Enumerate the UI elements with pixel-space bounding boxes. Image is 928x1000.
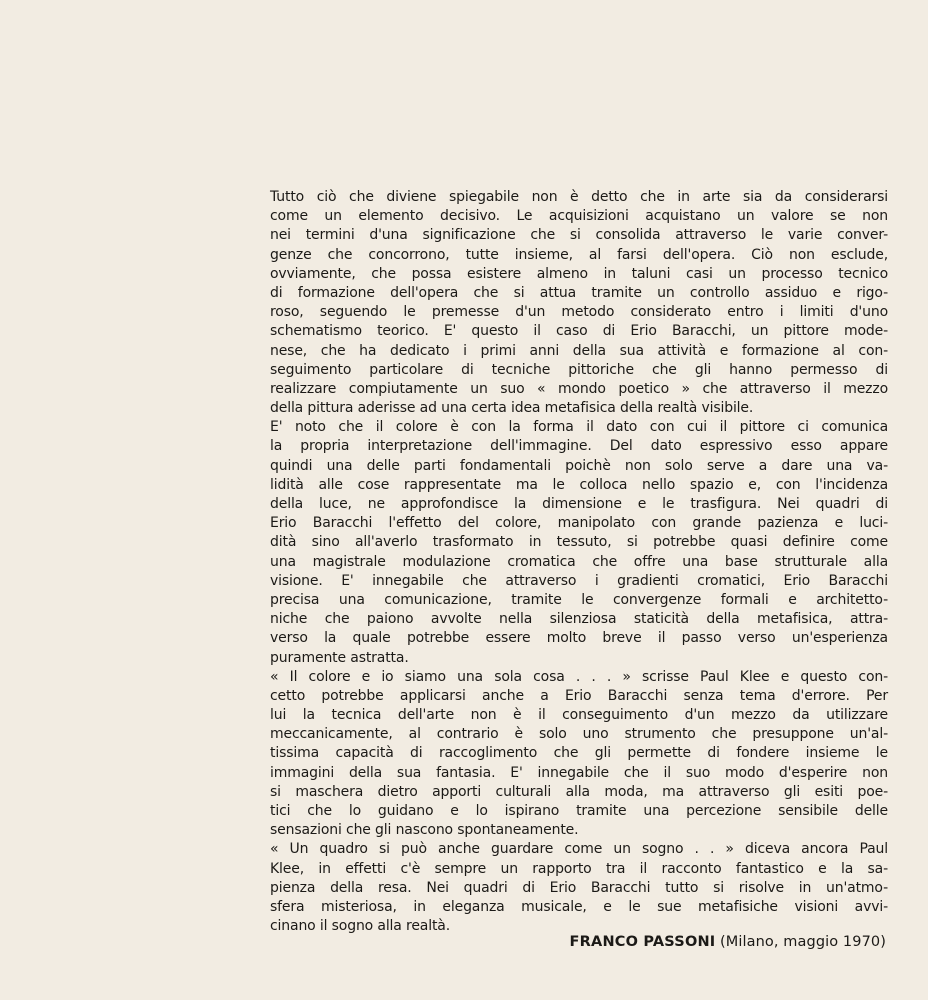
text-line: una magistrale modulazione cromatica che offre una base strutturale alla xyxy=(270,553,888,570)
text-line: puramente astratta. xyxy=(270,649,409,666)
text-line: pienza della resa. Nei quadri di Erio Baracchi tutto si risolve in un'atmo- xyxy=(270,879,888,896)
text-line: si maschera dietro apporti culturali alla moda, ma attraverso gli esiti poe- xyxy=(270,783,888,800)
text-line: lidità alle cose rappresentate ma le colloca nello spazio e, con l'incidenza xyxy=(270,476,888,493)
text-line: immagini della sua fantasia. E' innegabile che il suo modo d'esperire non xyxy=(270,764,888,781)
text-line: roso, seguendo le premesse d'un metodo considerato entro i limiti d'uno xyxy=(270,304,888,321)
text-line: Erio Baracchi l'effetto del colore, manipolato con grande pazienza e luci- xyxy=(270,515,888,532)
text-line: di formazione dell'opera che si attua tramite un controllo assiduo e rigo- xyxy=(270,284,888,301)
text-line: della pittura aderisse ad una certa idea metafisica della realtà visibile. xyxy=(270,400,754,417)
text-line: sensazioni che gli nascono spontaneamente. xyxy=(270,822,579,839)
text-line: della luce, ne approfondisce la dimensione e le trasfigura. Nei quadri di xyxy=(270,496,888,512)
text-line: nei termini d'una significazione che si consolida attraverso le varie conver- xyxy=(270,227,888,244)
text-line: Tutto ciò che diviene spiegabile non è detto che in arte sia da considerarsi xyxy=(270,189,888,205)
text-line: « Il colore e io siamo una sola cosa . . . » scrisse Paul Klee e questo con- xyxy=(270,668,888,685)
text-line: schematismo teorico. E' questo il caso di Erio Baracchi, un pittore mode- xyxy=(270,323,888,340)
text-line: meccanicamente, al contrario è solo uno strumento che presuppone un'al- xyxy=(270,726,888,743)
essay-text xyxy=(270,188,888,936)
text-line: visione. E' innegabile che attraverso i gradienti cromatici, Erio Baracchi xyxy=(270,572,888,589)
text-line: lui la tecnica dell'arte non è il conseguimento d'un mezzo da utilizzare xyxy=(270,707,888,724)
text-line: la propria interpretazione dell'immagine. Del dato espressivo esso appare xyxy=(270,438,888,455)
text-line: dità sino all'averlo trasformato in tessuto, si potrebbe quasi definire come xyxy=(270,534,888,551)
text-line: niche che paiono avvolte nella silenziosa staticità della metafisica, attra- xyxy=(270,611,888,628)
text-line: quindi una delle parti fondamentali poichè non solo serve a dare una va- xyxy=(270,457,888,474)
text-line: « Un quadro si può anche guardare come un sogno . . » diceva ancora Paul xyxy=(270,841,888,858)
text-line: tici che lo guidano e lo ispirano tramite una percezione sensibile delle xyxy=(270,803,888,819)
signature-author: FRANCO PASSONI xyxy=(569,934,716,950)
text-line: verso la quale potrebbe essere molto breve il passo verso un'esperienza xyxy=(270,630,888,647)
text-line: E' noto che il colore è con la forma il dato con cui il pittore ci comunica xyxy=(270,419,888,436)
text-line: sfera misteriosa, in eleganza musicale, e le sue metafisiche visioni avvi- xyxy=(270,898,888,915)
signature-place-date: (Milano, maggio 1970) xyxy=(720,934,886,950)
text-line: cetto potrebbe applicarsi anche a Erio Baracchi senza tema d'errore. Per xyxy=(270,687,888,704)
text-line: tissima capacità di raccoglimento che gli permette di fondere insieme le xyxy=(270,745,888,762)
text-line: realizzare compiutamente un suo « mondo poetico » che attraverso il mezzo xyxy=(270,380,888,397)
text-line: genze che concorrono, tutte insieme, al farsi dell'opera. Ciò non esclude, xyxy=(270,246,888,263)
text-line: nese, che ha dedicato i primi anni della sua attività e formazione al con- xyxy=(270,342,888,359)
text-line: precisa una comunicazione, tramite le convergenze formali e architetto- xyxy=(270,591,888,608)
text-line: Klee, in effetti c'è sempre un rapporto tra il racconto fantastico e la sa- xyxy=(270,860,888,877)
text-line: cinano il sogno alla realtà. xyxy=(270,918,451,935)
signature xyxy=(570,934,886,950)
text-line: seguimento particolare di tecniche pittoriche che gli hanno permesso di xyxy=(270,361,888,378)
text-line: come un elemento decisivo. Le acquisizioni acquistano un valore se non xyxy=(270,208,888,225)
text-line: ovviamente, che possa esistere almeno in taluni casi un processo tecnico xyxy=(270,265,888,282)
